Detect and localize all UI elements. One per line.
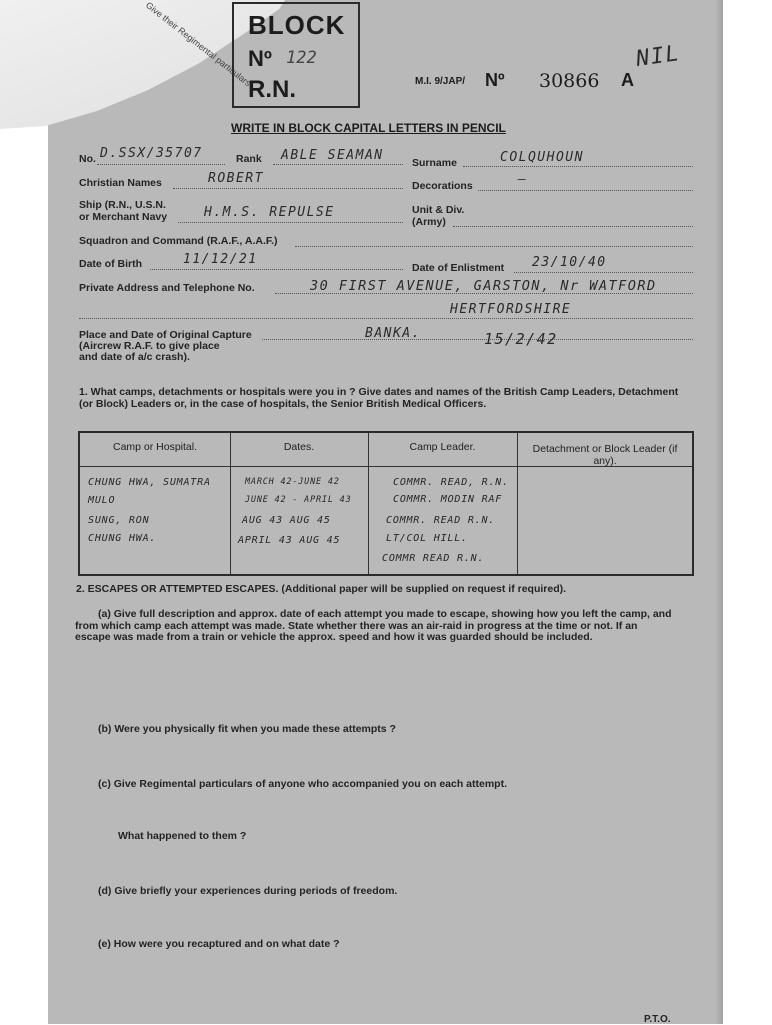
col-header-leader: Camp Leader. [409,441,476,453]
form-heading: WRITE IN BLOCK CAPITAL LETTERS IN PENCIL [231,121,506,135]
capture-date: 15/2/42 [484,330,558,348]
row3-leader: COMMR. READ R.N. [386,515,496,526]
block-title: BLOCK [248,10,346,40]
row2-dates: JUNE 42 - APRIL 43 [245,495,352,505]
ship-label-1: Ship (R.N., U.S.N. [79,199,166,211]
no-label: No. [79,153,96,165]
form-ref-number: 30866 [539,70,600,92]
dob-label: Date of Birth [79,258,142,270]
q2a-line-2: from which camp each attempt was made. State whether there was an air-raid in progress at the time or not. If an [75,620,638,632]
q2b: (b) Were you physically fit when you made these attempts ? [98,723,396,735]
nil-stamp: NIL [634,41,682,72]
surname-label: Surname [412,157,457,169]
q2-heading: 2. ESCAPES OR ATTEMPTED ESCAPES. (Additional paper will be supplied on request if required). [76,583,567,595]
decorations-label: Decorations [412,180,473,192]
pto-footer: P.T.O. [644,1014,671,1025]
capture-label-3: and date of a/c crash). [79,351,190,363]
unit-label-1: Unit & Div. [412,204,465,216]
form-ref-no: Nº [485,70,505,90]
curl-text: Give their Regimental particulars [143,0,253,89]
ship-value: H.M.S. REPULSE [204,205,335,220]
row1-leader: COMMR. READ, R.N. [393,477,509,488]
ship-label-2: or Merchant Navy [79,211,168,223]
capture-label-2: (Aircrew R.A.F. to give place [79,340,220,352]
block-box [232,2,360,108]
q1-text-2: (or Block) Leaders or, in the case of hospitals, the Senior British Medical Officers. [79,398,487,410]
q2a-line-3: escape was made from a train or vehicle the approx. speed and how it was guarded should be included. [75,631,593,643]
col-header-dates: Dates. [283,441,315,453]
capture-label-1: Place and Date of Original Capture [79,329,252,341]
row4-camp: CHUNG HWA. [88,533,157,544]
q1-text-1: 1. What camps, detachments or hospitals were you in ? Give dates and names of the British Camp Leaders, Detachment [79,386,679,398]
block-number: 122 [286,48,317,68]
block-service: R.N. [248,76,296,103]
row1-camp: CHUNG HWA, SUMATRA [88,477,211,488]
q2c: (c) Give Regimental particulars of anyone who accompanied you on each attempt. [98,778,508,790]
squadron-label: Squadron and Command (R.A.F., A.A.F.) [79,235,278,247]
row3-dates: AUG 43 AUG 45 [242,515,331,526]
row2-camp: MULO [88,495,116,506]
form-ref-label: M.I. 9/JAP/ [415,76,466,87]
address-label: Private Address and Telephone No. [79,282,255,294]
form-ref-suffix: A [621,70,634,90]
q2a-line-1: (a) Give full description and approx. date of each attempt you made to escape, showing how you left the camp, and [98,608,672,620]
enlistment-label: Date of Enlistment [412,262,505,274]
q2c-followup: What happened to them ? [118,830,247,842]
address-value-1: 30 FIRST AVENUE, GARSTON, Nr WATFORD [310,278,657,294]
col-header-detachment: Detachment or Block Leader (if any). [532,443,678,467]
row1-dates: MARCH 42-JUNE 42 [245,477,340,487]
address-value-2: HERTFORDSHIRE [450,302,572,317]
row4-leader-extra: COMMR READ R.N. [382,553,485,564]
col-header-camp: Camp or Hospital. [112,441,198,453]
unit-label-2: (Army) [412,216,446,228]
enlistment-value: 23/10/40 [532,255,607,270]
q2d: (d) Give briefly your experiences during periods of freedom. [98,885,398,897]
row4-dates: APRIL 43 AUG 45 [238,535,341,546]
decorations-value: — [518,172,528,187]
block-number-label: Nº [248,46,272,71]
q2e: (e) How were you recaptured and on what date ? [98,938,340,950]
rank-value: ABLE SEAMAN [281,148,384,163]
christian-names-label: Christian Names [79,177,162,189]
surname-value: COLQUHOUN [500,150,584,165]
row3-camp: SUNG, RON [88,515,150,526]
row4-leader: LT/COL HILL. [386,533,468,544]
camp-table [78,431,694,576]
dob-value: 11/12/21 [183,252,258,267]
capture-place: BANKA. [365,326,421,341]
row2-leader: COMMR. MODIN RAF [393,494,503,505]
no-value: D.SSX/35707 [100,146,203,161]
rank-label: Rank [236,153,262,165]
form-page [48,0,723,1024]
christian-names-value: ROBERT [208,171,264,186]
